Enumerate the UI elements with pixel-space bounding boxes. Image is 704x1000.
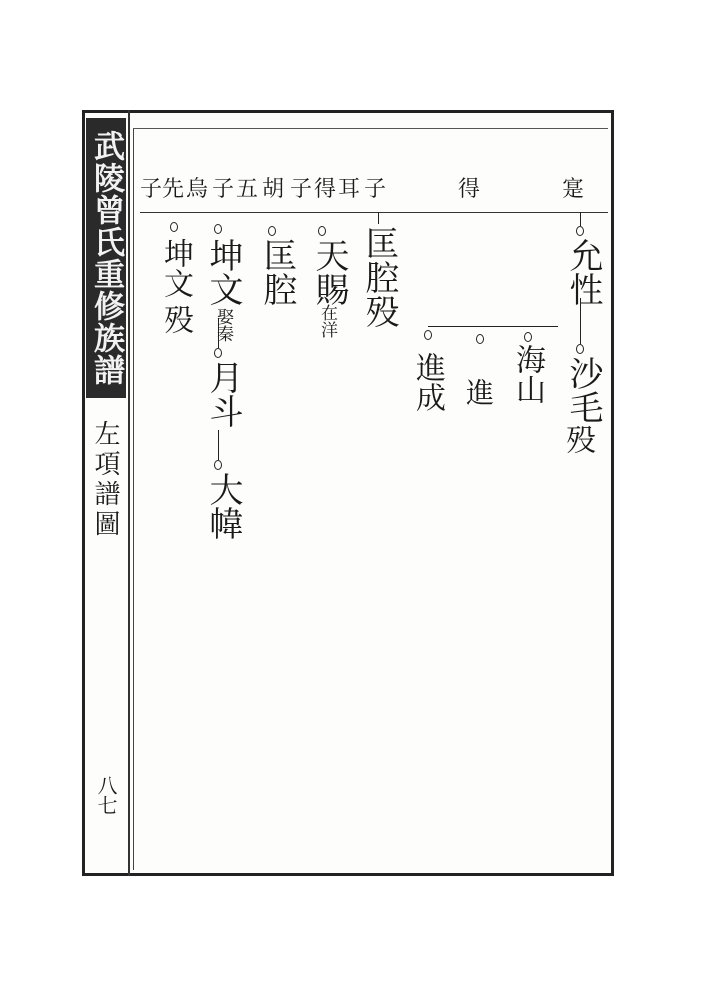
person-marker bbox=[170, 222, 178, 232]
person-note: 殁 bbox=[158, 304, 193, 334]
generation-rule bbox=[140, 212, 608, 213]
gen-char: 寔 bbox=[562, 177, 585, 202]
page-number: 八七 bbox=[94, 775, 118, 815]
person-marker bbox=[214, 460, 222, 470]
person-name: 天賜 bbox=[309, 238, 349, 306]
lineage-line bbox=[580, 212, 581, 226]
person-note: 娶秦 bbox=[213, 308, 233, 342]
person-note: 殁 bbox=[359, 294, 399, 328]
book-title: 武陵曾氏重修族譜 bbox=[88, 130, 124, 386]
person-marker bbox=[424, 330, 432, 340]
person-note: 在洋 bbox=[317, 304, 337, 338]
section-label: 左項譜圖 bbox=[90, 420, 120, 540]
person-marker bbox=[268, 226, 276, 236]
lineage-line bbox=[218, 430, 219, 460]
person-name: 允性 bbox=[563, 238, 603, 306]
gen-char: 子 bbox=[364, 177, 387, 202]
gen-char: 胡 bbox=[262, 177, 285, 202]
person-marker bbox=[318, 226, 326, 236]
person-name: 進 bbox=[462, 378, 495, 406]
gen-char: 子 bbox=[140, 177, 163, 202]
person-marker bbox=[214, 224, 222, 234]
gen-char: 耳 bbox=[338, 177, 361, 202]
person-name: 大幃 bbox=[203, 472, 243, 540]
lineage-line bbox=[378, 212, 379, 224]
gen-char: 烏 bbox=[186, 177, 209, 202]
person-marker bbox=[576, 226, 584, 236]
gen-char: 得 bbox=[458, 177, 481, 202]
person-marker bbox=[524, 332, 532, 342]
sibling-line bbox=[428, 326, 558, 327]
person-marker bbox=[476, 334, 484, 344]
gen-char: 子 bbox=[212, 177, 235, 202]
gen-char: 五 bbox=[236, 177, 259, 202]
person-marker bbox=[576, 344, 584, 354]
person-marker bbox=[214, 348, 222, 358]
person-name: 匡腔 bbox=[359, 226, 399, 294]
person-name: 海山 bbox=[510, 344, 545, 404]
person-name: 坤文 bbox=[203, 238, 243, 306]
gen-char: 先 bbox=[162, 177, 185, 202]
person-name: 匡腔 bbox=[257, 238, 297, 306]
chart-top-rule bbox=[133, 128, 608, 129]
gen-char: 得 bbox=[314, 177, 337, 202]
person-name: 沙毛 bbox=[563, 356, 603, 424]
gen-char: 子 bbox=[290, 177, 313, 202]
person-note: 殁 bbox=[560, 424, 595, 454]
person-name: 坤文 bbox=[158, 238, 193, 298]
person-name: 月斗 bbox=[203, 360, 243, 428]
person-name: 進成 bbox=[410, 352, 445, 412]
